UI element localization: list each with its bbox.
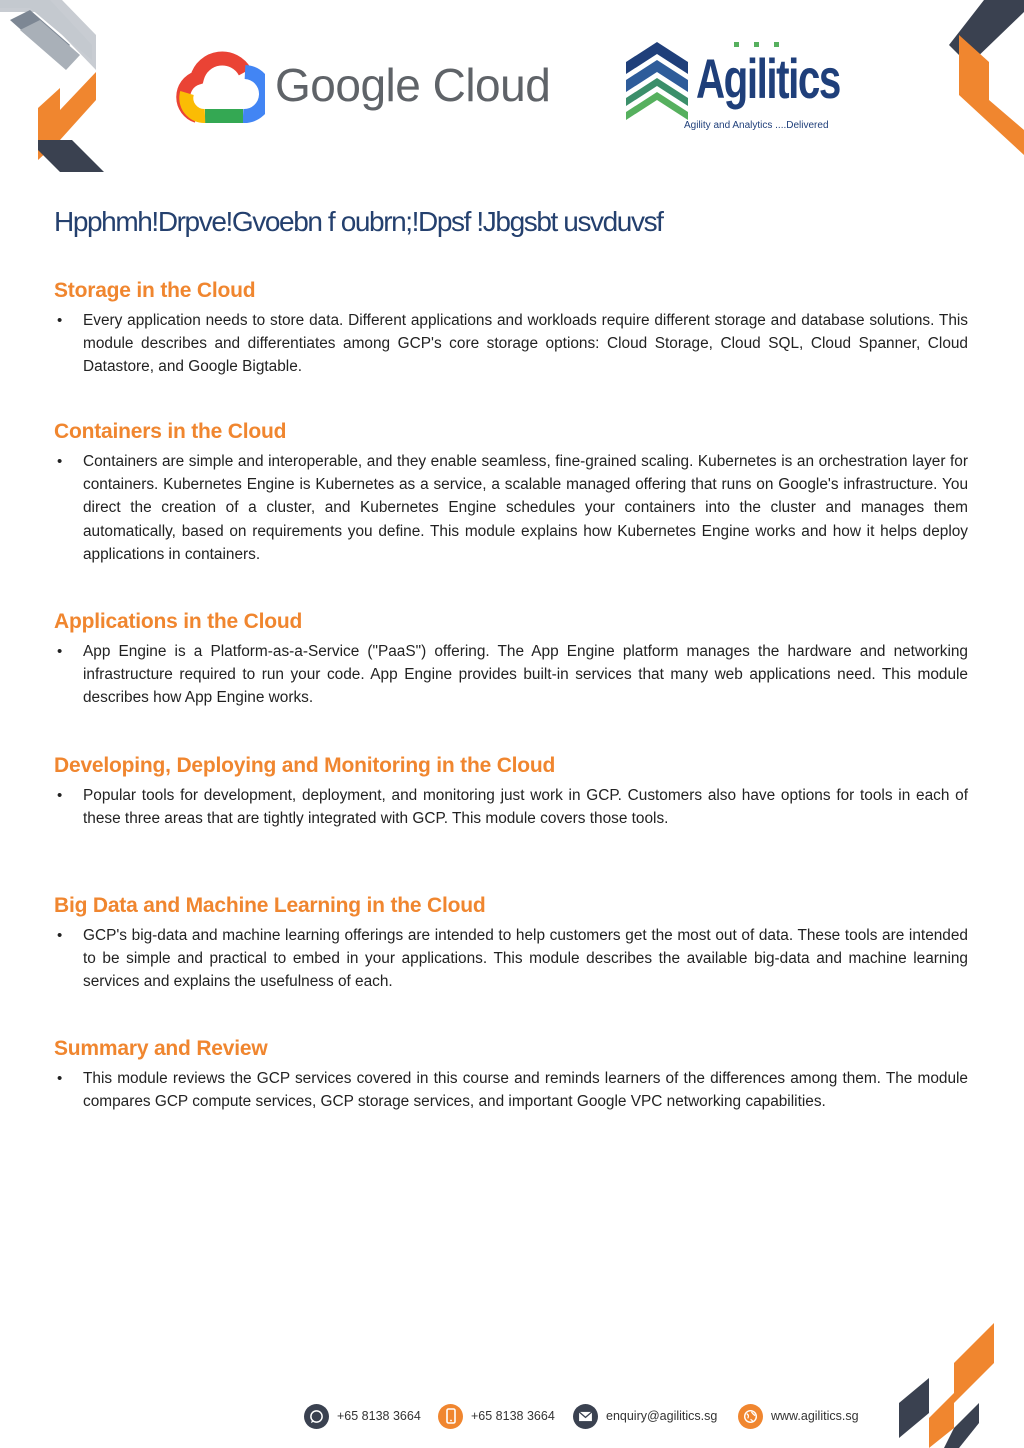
email-address: enquiry@agilitics.sg [606, 1409, 718, 1423]
section-heading: Summary and Review [54, 1037, 268, 1060]
section-containers [54, 420, 968, 566]
section-bullet: • Containers are simple and interoperable, and they enable seamless, fine-grained scaling. Kubernetes is an orchestration layer for containers. Kubernetes Engine is Kubernetes as a service, a scalable managed offering that runs on Google's infrastructure. You direct the creation of a cluster, and Kubernetes Engine schedules your containers into the cluster and manages them automatically, based on requirements you define. This module explains how Kubernetes Engine works and how it helps deploy applications in containers. [54, 450, 968, 566]
agilitics-emblem-icon [622, 40, 692, 125]
footer-email[interactable] [573, 1403, 717, 1429]
section-summary [54, 1037, 968, 1113]
agilitics-dots [734, 42, 794, 50]
section-bullet: • App Engine is a Platform-as-a-Service ("PaaS") offering. The App Engine platform manages the hardware and networking infrastructure required to run your code. App Engine provides built-in services that many web applications need. This module describes how App Engine works. [54, 640, 968, 710]
section-storage [54, 279, 968, 379]
section-bullet: • This module reviews the GCP services covered in this course and reminds learners of the differences among them. The module compares GCP compute services, GCP storage services, and important Google VPC networking capabilities. [54, 1067, 968, 1113]
logo-bar [0, 40, 1024, 140]
phone-number: +65 8138 3664 [471, 1409, 555, 1423]
agilitics-tagline: Agility and Analytics ....Delivered [684, 120, 829, 131]
section-big-data [54, 894, 968, 994]
section-heading: Containers in the Cloud [54, 420, 287, 443]
google-cloud-wordmark: Google Cloud [275, 59, 551, 111]
section-heading: Big Data and Machine Learning in the Cloud [54, 894, 486, 917]
footer-website[interactable] [738, 1403, 859, 1429]
whatsapp-icon [304, 1404, 329, 1429]
footer-phone[interactable] [438, 1403, 555, 1429]
section-heading: Storage in the Cloud [54, 279, 256, 302]
section-heading: Applications in the Cloud [54, 610, 303, 633]
contact-footer [0, 1403, 1024, 1429]
mobile-phone-icon [438, 1404, 463, 1429]
section-bullet: • Every application needs to store data. Different applications and workloads require different storage and database solutions. This module describes and differentiates among GCP's core storage options: Cloud Storage, Cloud SQL, Cloud Spanner, Cloud Datastore, and Google Bigtable. [54, 309, 968, 379]
page-title: Hpphmh!Drpve!Gvoebn f oubrn;!Dpsf !Jbgsbt usvduvsf [54, 206, 663, 237]
agilitics-logo [622, 40, 842, 135]
section-applications [54, 610, 968, 710]
envelope-icon [573, 1404, 598, 1429]
section-developing [54, 754, 968, 830]
section-bullet: • Popular tools for development, deployment, and monitoring just work in GCP. Customers also have options for tools in each of these three areas that are tightly integrated with GCP. This module covers those tools. [54, 784, 968, 830]
website-url: www.agilitics.sg [771, 1409, 859, 1423]
whatsapp-number: +65 8138 3664 [337, 1409, 421, 1423]
section-heading: Developing, Deploying and Monitoring in the Cloud [54, 754, 556, 777]
google-cloud-cloud-icon [175, 48, 265, 128]
google-cloud-logo [175, 48, 551, 128]
agilitics-wordmark: Agilitics [696, 47, 840, 110]
section-bullet: • GCP's big-data and machine learning offerings are intended to help customers get the most out of data. These tools are intended to be simple and practical to embed in your applications. This module describes the available big-data and machine learning services and explains the usefulness of each. [54, 924, 968, 994]
bottom-right-decoration [899, 1323, 1024, 1448]
footer-whatsapp[interactable] [304, 1403, 421, 1429]
globe-icon [738, 1404, 763, 1429]
